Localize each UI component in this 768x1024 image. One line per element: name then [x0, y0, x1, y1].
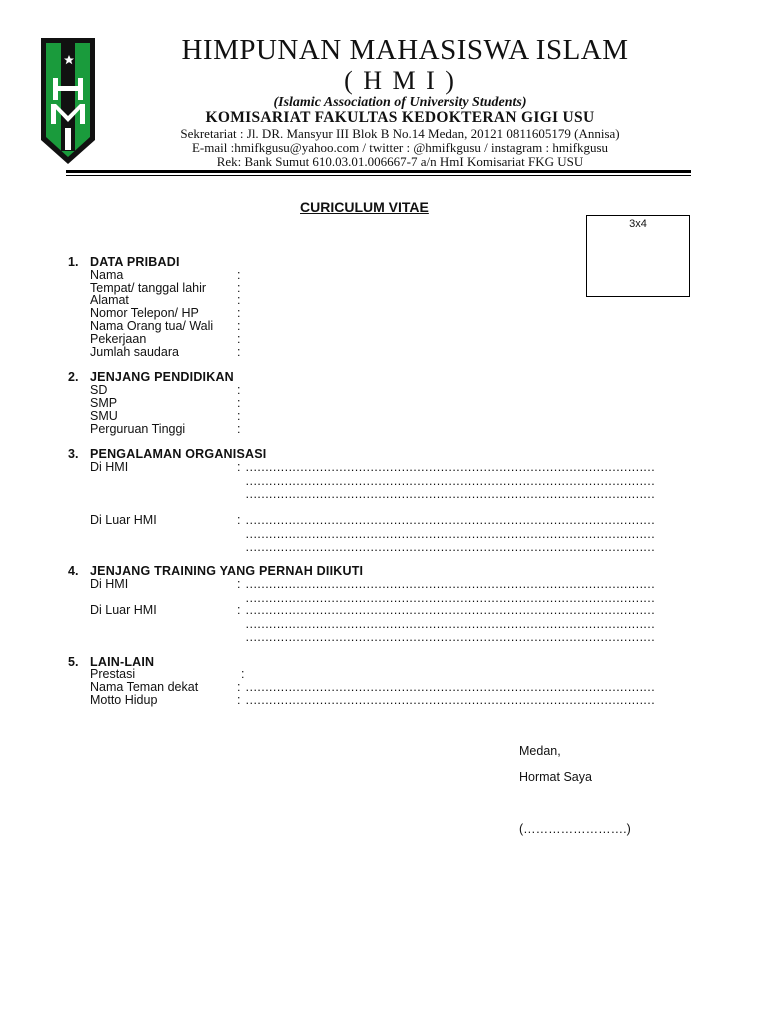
- section-title-data-pribadi: DATA PRIBADI: [90, 255, 180, 269]
- fill-line[interactable]: ……………………………………………………………………………………………: [245, 474, 655, 488]
- section-number: 4.: [68, 564, 79, 578]
- header-rule-thick: [66, 170, 691, 173]
- signature-place: Medan,: [519, 744, 561, 758]
- fill-line[interactable]: ……………………………………………………………………………………………: [245, 603, 655, 617]
- field-label-nomor-telepon: Nomor Telepon/ HP: [90, 306, 199, 320]
- field-label-prestasi: Prestasi: [90, 667, 136, 681]
- field-colon: :: [237, 577, 241, 591]
- contact-line: E-mail :hmifkgusu@yahoo.com / twitter : @hmifkgusu / instagram : hmifkgusu: [191, 140, 609, 155]
- field-colon: :: [237, 422, 241, 436]
- field-label-jumlah-saudara: Jumlah saudara: [90, 345, 179, 359]
- field-label-nama: Nama: [90, 268, 124, 282]
- field-label-di-luar-hmi: Di Luar HMI: [90, 513, 157, 527]
- section-title-jenjang-training: JENJANG TRAINING YANG PERNAH DIIKUTI: [90, 564, 364, 578]
- field-label-nama-orang-tua: Nama Orang tua/ Wali: [90, 319, 214, 333]
- field-colon: :: [237, 396, 241, 410]
- field-label-nama-teman-dekat: Nama Teman dekat: [90, 680, 199, 694]
- section-title-pengalaman-organisasi: PENGALAMAN ORGANISASI: [90, 447, 267, 461]
- field-label-di-luar-hmi: Di Luar HMI: [90, 603, 157, 617]
- field-colon: :: [241, 667, 245, 681]
- fill-line[interactable]: ……………………………………………………………………………………………: [245, 513, 655, 527]
- fill-line[interactable]: ……………………………………………………………………………………………: [245, 527, 655, 541]
- fill-line[interactable]: ……………………………………………………………………………………………: [245, 630, 655, 644]
- fill-line[interactable]: ……………………………………………………………………………………………: [245, 680, 655, 694]
- photo-size-label: 3x4: [629, 218, 647, 230]
- field-label-sd: SD: [90, 383, 108, 397]
- field-colon: :: [237, 460, 241, 474]
- section-number: 2.: [68, 370, 79, 384]
- field-colon: :: [237, 383, 241, 397]
- field-label-pekerjaan: Pekerjaan: [90, 332, 147, 346]
- field-colon: :: [237, 293, 241, 307]
- field-label-perguruan-tinggi: Perguruan Tinggi: [90, 422, 186, 436]
- field-label-di-hmi: Di HMI: [90, 460, 129, 474]
- fill-line[interactable]: ……………………………………………………………………………………………: [245, 577, 655, 591]
- secretariat-address: Sekretariat : Jl. DR. Mansyur III Blok B No.14 Medan, 20121 0811605179 (Annisa): [180, 126, 620, 141]
- signature-closing: Hormat Saya: [519, 770, 592, 784]
- field-label-smu: SMU: [90, 409, 118, 423]
- org-name: HIMPUNAN MAHASISWA ISLAM: [181, 34, 629, 66]
- field-colon: :: [237, 319, 241, 333]
- section-title-jenjang-pendidikan: JENJANG PENDIDIKAN: [90, 370, 234, 384]
- field-colon: :: [237, 680, 241, 694]
- field-colon: :: [237, 513, 241, 527]
- photo-box: [586, 215, 690, 297]
- field-colon: :: [237, 345, 241, 359]
- field-colon: :: [237, 268, 241, 282]
- fill-line[interactable]: ……………………………………………………………………………………………: [245, 617, 655, 631]
- field-colon: :: [237, 603, 241, 617]
- bank-account-line: Rek: Bank Sumut 610.03.01.006667-7 a/n HmI Komisariat FKG USU: [216, 154, 584, 169]
- field-label-motto-hidup: Motto Hidup: [90, 693, 158, 707]
- document-title: CURICULUM VITAE: [300, 199, 429, 215]
- field-label-di-hmi: Di HMI: [90, 577, 129, 591]
- field-colon: :: [237, 281, 241, 295]
- fill-line[interactable]: ……………………………………………………………………………………………: [245, 693, 655, 707]
- section-number: 3.: [68, 447, 79, 461]
- field-label-smp: SMP: [90, 396, 118, 410]
- section-number: 5.: [68, 655, 79, 669]
- fill-line[interactable]: ……………………………………………………………………………………………: [245, 460, 655, 474]
- fill-line[interactable]: ……………………………………………………………………………………………: [245, 540, 655, 554]
- field-label-tempat-tanggal-lahir: Tempat/ tanggal lahir: [90, 281, 207, 295]
- field-colon: :: [237, 693, 241, 707]
- signature-name-line[interactable]: (…………………….): [519, 822, 631, 836]
- komisariat-name: KOMISARIAT FAKULTAS KEDOKTERAN GIGI USU: [205, 109, 595, 126]
- section-number: 1.: [68, 255, 79, 269]
- header-rule-thin: [66, 175, 691, 176]
- field-label-alamat: Alamat: [90, 293, 129, 307]
- section-title-lain-lain: LAIN-LAIN: [90, 655, 155, 669]
- field-colon: :: [237, 409, 241, 423]
- org-english-name: (Islamic Association of University Students): [273, 95, 527, 110]
- field-colon: :: [237, 332, 241, 346]
- org-abbreviation: ( H M I ): [344, 66, 456, 95]
- fill-line[interactable]: ……………………………………………………………………………………………: [245, 591, 655, 605]
- fill-line[interactable]: ……………………………………………………………………………………………: [245, 487, 655, 501]
- field-colon: :: [237, 306, 241, 320]
